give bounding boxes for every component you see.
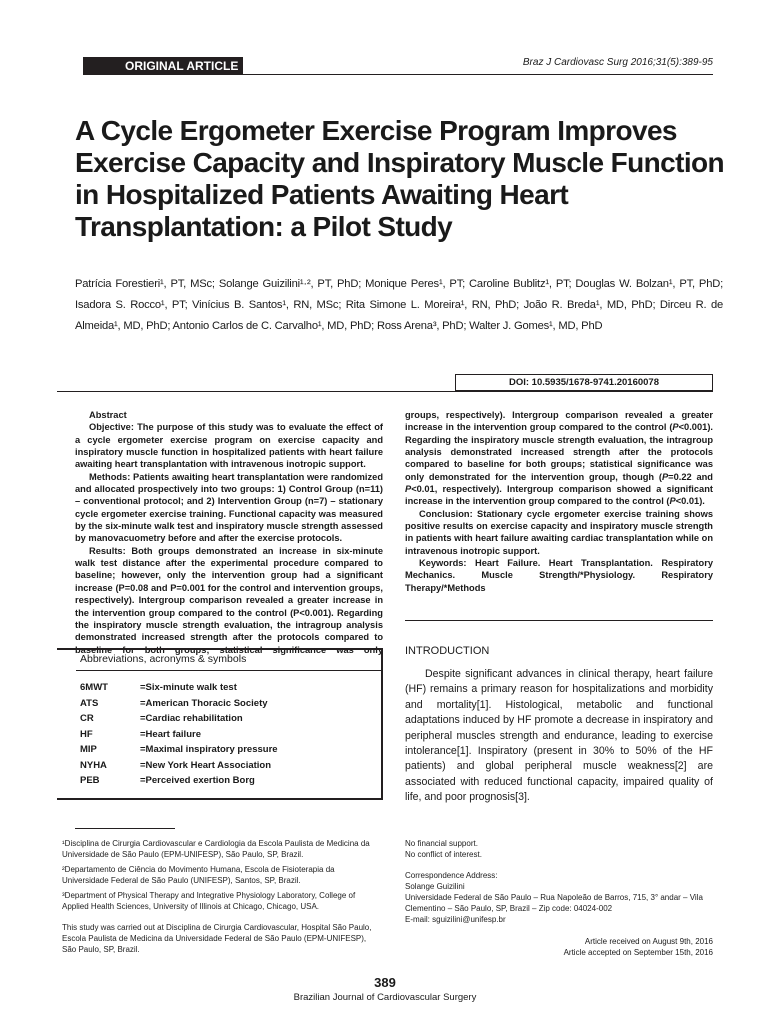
article-title: A Cycle Ergometer Exercise Program Improves Exercise Capacity and Inspiratory Muscle Function in Hospitalized Patients Awaiting Heart Transplantation: a Pilot Study bbox=[75, 115, 725, 242]
abstract-conclusion: Conclusion: Stationary cycle ergometer exercise training shows positive results on exercise capacity and inspiratory muscle strength in patients with heart failure awaiting cardiac transplantation while on intravenous inotropic support. bbox=[405, 508, 713, 556]
abstract-column-left bbox=[75, 409, 383, 656]
article-dates bbox=[564, 936, 713, 958]
accepted-date: Article accepted on September 15th, 2016 bbox=[563, 948, 713, 957]
affiliation-1: ¹Disciplina de Cirurgia Cardiovascular e Cardiologia da Escola Paulista de Medicina da Universidade de São Paulo (EPM-UNIFESP), São Paulo, SP, Brazil. bbox=[62, 839, 370, 859]
abstract-results-continued: groups, respectively). Intergroup comparison revealed a greater increase in the intervention group compared to the control (P<0.001). Regarding the inspiratory muscle strength evaluation, the intragroup analysis demonstrated increased strength after the protocols compared to baseline for both groups; statistical significance was only demonstrated for the intervention group, though (P=0.22 and P<0.01, respectively). Intergroup comparison showed a significant increase in the intervention group compared to the control (P<0.01). bbox=[405, 410, 713, 507]
correspondence-notes bbox=[405, 838, 713, 925]
abbreviation: NYHA bbox=[80, 759, 107, 771]
correspondence-address: Universidade Federal de São Paulo – Rua Napoleão de Barros, 715, 3° andar – Vila Clementino – São Paulo, SP, Brazil – Zip code: 04024-002 bbox=[405, 893, 703, 913]
abbreviation: 6MWT bbox=[80, 682, 108, 693]
introduction-text: Despite significant advances in clinical therapy, heart failure (HF) remains a primary reason for hospitalizations and morbidity and mortality[1]. Histological, metabolic and functional adaptations induced by HF promote a decrease in inspiratory and peripheral muscles strength and endurance, leading to exercise intolerance[1]. Inspiratory (present in 30% to 50% of the HF patients) and global peripheral muscle weakness[2] are associated with reduced functional capacity, impaired quality of life, and poor prognosis[3]. bbox=[405, 668, 713, 804]
introduction-rule bbox=[405, 620, 713, 621]
correspondence-name: Solange Guizilini bbox=[405, 882, 465, 891]
abstract-results: Results: Both groups demonstrated an increase in six-minute walk test distance after the experimental procedure compared to baseline; however, only the intervention group had a significant increase (P=0.08 and P=0.001 for the control and intervention groups, respectively). Intergroup comparison revealed a greater increase in the intervention group compared to the control (P<0.001). Regarding the inspiratory muscle strength evaluation, the intragroup analysis demonstrated increased strength after the protocols compared to baseline for both groups; statistical significance was only bbox=[75, 545, 383, 655]
abbreviation-definition: =Heart failure bbox=[140, 728, 201, 740]
footnote-rule bbox=[75, 828, 175, 829]
abstract-keywords: Keywords: Heart Failure. Heart Transplantation. Respiratory Mechanics. Muscle Strength/*Physiology. Respiratory Therapy/*Methods bbox=[405, 558, 713, 593]
doi-box[interactable]: DOI: 10.5935/1678-9741.20160078 bbox=[455, 374, 713, 391]
financial-support: No financial support. bbox=[405, 839, 478, 848]
affiliation-2: ²Departamento de Ciência do Movimento Humana, Escola de Fisioterapia da Universidade Federal de São Paulo (UNIFESP), Santos, SP, Brazil. bbox=[62, 865, 335, 885]
affiliation-3: ³Department of Physical Therapy and Integrative Physiology Laboratory, College of Applied Health Sciences, University of Illinois at Chicago, Chicago, USA. bbox=[62, 891, 356, 911]
correspondence-email[interactable]: E-mail: sguizilini@unifesp.br bbox=[405, 915, 506, 924]
abbreviation-definition: =Cardiac rehabilitation bbox=[140, 713, 243, 724]
article-type-tag: ORIGINAL ARTICLE bbox=[83, 57, 243, 75]
abbreviation-definition: =Six-minute walk test bbox=[140, 682, 237, 693]
abstract-column-right bbox=[405, 409, 713, 594]
received-date: Article received on August 9th, 2016 bbox=[584, 937, 713, 946]
abstract-objective: Objective: The purpose of this study was to evaluate the effect of a cycle ergometer exercise program on exercise capacity and inspiratory muscle function in hospitalized patients with heart failure awaiting heart transplantation with intravenous inotropic support. bbox=[75, 422, 383, 470]
abbreviation-definition: =Maximal inspiratory pressure bbox=[140, 744, 278, 755]
abbreviation: CR bbox=[80, 713, 94, 724]
abbreviations-title: Abbreviations, acronyms & symbols bbox=[80, 653, 247, 665]
header-rule bbox=[243, 74, 713, 75]
abbreviations-rule bbox=[76, 670, 381, 671]
conflict-of-interest: No conflict of interest. bbox=[405, 850, 482, 859]
correspondence-label: Correspondence Address: bbox=[405, 871, 498, 880]
footer-journal-name: Brazilian Journal of Cardiovascular Surgery bbox=[293, 992, 477, 1003]
abbreviation: PEB bbox=[80, 775, 100, 786]
abbreviation-definition: =New York Heart Association bbox=[140, 759, 272, 771]
abbreviation-definition: =Perceived exertion Borg bbox=[140, 775, 255, 786]
introduction-heading: INTRODUCTION bbox=[405, 645, 490, 657]
abbreviation: HF bbox=[80, 728, 93, 740]
page-number: 389 bbox=[374, 975, 396, 990]
doi-rule bbox=[57, 391, 713, 392]
abstract-heading: Abstract bbox=[89, 410, 127, 420]
affiliations bbox=[62, 838, 382, 959]
abstract-methods: Methods: Patients awaiting heart transplantation were randomized and allocated prospectively into two groups: 1) Control Group (n=11) – conventional protocol; and 2) Intervention Group (n=7) – stationary cycle ergometer exercise training. Functional capacity was measured by the six-minute walk test and inspiratory muscle strength assessed by manovacuometry before and after the exercise protocols. bbox=[75, 471, 383, 544]
journal-citation: Braz J Cardiovasc Surg 2016;31(5):389-95 bbox=[522, 57, 713, 68]
abbreviation: MIP bbox=[80, 744, 97, 755]
work-location: This study was carried out at Disciplina de Cirurgia Cardiovascular, Hospital São Paulo, Escola Paulista de Medicina da Universidade Federal de São Paulo (EPM-UNIFESP), São Paulo, SP, Brazil. bbox=[62, 923, 372, 954]
author-list: Patrícia Forestieri¹, PT, MSc; Solange Guizilini¹·², PT, PhD; Monique Peres¹, PT; Caroline Bublitz¹, PT; Douglas W. Bolzan¹, PT, PhD; Isadora S. Rocco¹, PT; Vinícius B. Santos¹, RN, MSc; Rita Simone L. Moreira¹, RN, PhD; João R. Breda¹, MD, PhD; Dirceu R. de Almeida¹, MD, PhD; Antonio Carlos de C. Carvalho¹, MD, PhD; Ross Arena³, PhD; Walter J. Gomes¹, MD, PhD bbox=[75, 278, 723, 332]
abbreviation: ATS bbox=[80, 697, 99, 709]
abbreviation-definition: =American Thoracic Society bbox=[140, 697, 268, 709]
